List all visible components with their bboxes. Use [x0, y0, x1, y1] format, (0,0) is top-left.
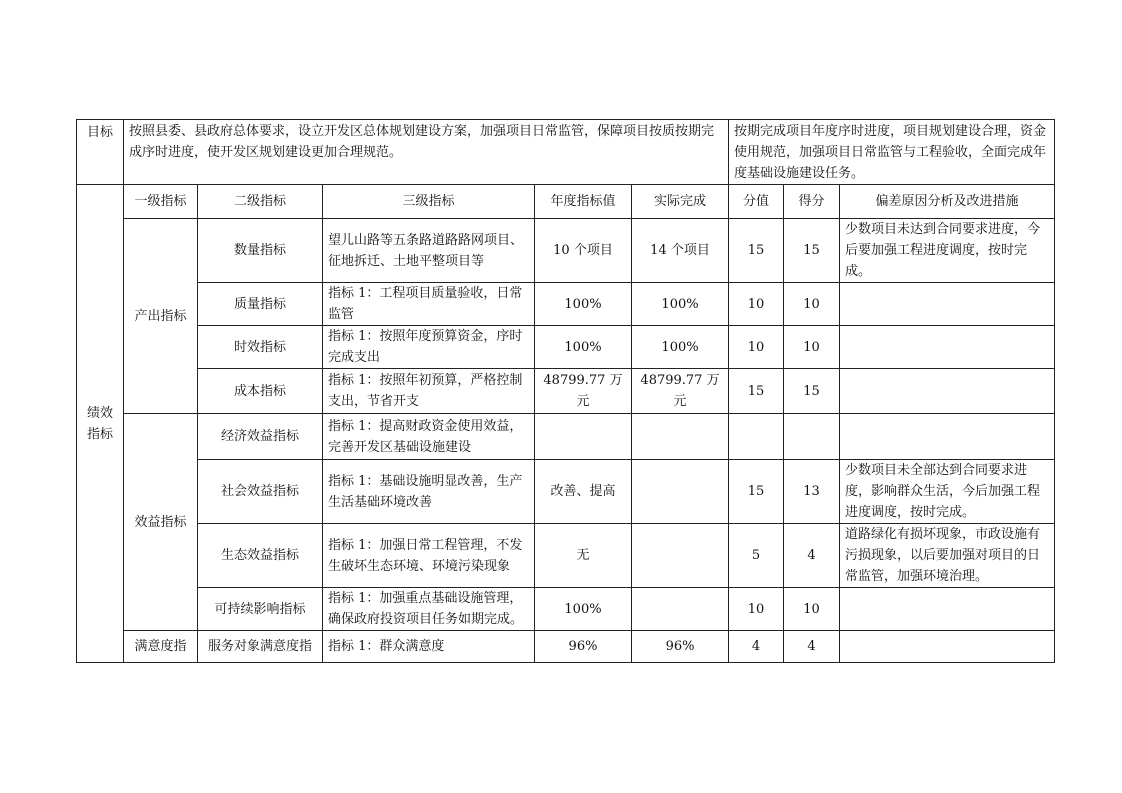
level2-cell: 服务对象满意度指 [198, 631, 323, 663]
got-cell: 15 [784, 219, 840, 283]
goal-right-text: 按期完成项目年度序时进度，项目规划建设合理，资金使用规范，加强项目日常监管与工程验收，全面完成年度基础设施建设任务。 [729, 120, 1055, 185]
performance-table [76, 119, 1055, 663]
note-cell [840, 283, 1055, 326]
table-row [77, 369, 1055, 414]
performance-label-line2: 指标 [86, 426, 113, 442]
header-level3: 三级指标 [323, 185, 535, 219]
actual-cell: 100% [632, 283, 729, 326]
table-row [77, 283, 1055, 326]
header-annual-target: 年度指标值 [535, 185, 632, 219]
target-cell: 10 个项目 [535, 219, 632, 283]
target-cell: 100% [535, 326, 632, 369]
note-cell: 道路绿化有损坏现象，市政设施有 污损现象，以后要加强对项目的日 常监管，加强环境治理。 [840, 524, 1055, 588]
target-cell: 48799.77 万元 [535, 369, 632, 414]
score-cell: 5 [729, 524, 784, 588]
goal-left-text: 按照县委、县政府总体要求，设立开发区总体规划建设方案，加强项目日常监管，保障项目按质按期完成序时进度，使开发区规划建设更加合理规范。 [124, 120, 729, 185]
performance-label-line1: 绩效 [86, 405, 113, 421]
score-cell: 10 [729, 588, 784, 631]
table-row [77, 219, 1055, 283]
target-cell: 100% [535, 283, 632, 326]
score-cell: 15 [729, 219, 784, 283]
actual-cell: 96% [632, 631, 729, 663]
level2-cell: 质量指标 [198, 283, 323, 326]
table-row [77, 326, 1055, 369]
target-cell: 改善、提高 [535, 460, 632, 524]
level2-cell: 可持续影响指标 [198, 588, 323, 631]
level3-cell: 指标 1：按照年初预算，严格控制 支出，节省开支 [323, 369, 535, 414]
target-cell [535, 414, 632, 460]
got-cell: 10 [784, 588, 840, 631]
level3-cell: 指标 1：加强重点基础设施管理， 确保政府投资项目任务如期完成。 [323, 588, 535, 631]
actual-cell [632, 524, 729, 588]
header-got: 得分 [784, 185, 840, 219]
level3-cell: 指标 1：基础设施明显改善，生产 生活基础环境改善 [323, 460, 535, 524]
score-cell: 10 [729, 283, 784, 326]
note-cell [840, 631, 1055, 663]
level3-cell: 指标 1：按照年度预算资金，序时 完成支出 [323, 326, 535, 369]
score-cell: 4 [729, 631, 784, 663]
level3-cell: 指标 1：工程项目质量验收，日常 监管 [323, 283, 535, 326]
note-cell [840, 414, 1055, 460]
got-cell: 13 [784, 460, 840, 524]
score-cell: 10 [729, 326, 784, 369]
note-cell: 少数项目未全部达到合同要求进 度，影响群众生活，今后加强工程 进度调度，按时完成。 [840, 460, 1055, 524]
note-cell: 少数项目未达到合同要求进度，今 后要加强工程进度调度，按时完成。 [840, 219, 1055, 283]
score-cell: 15 [729, 369, 784, 414]
goal-label: 目标 [77, 120, 124, 185]
header-row [77, 185, 1055, 219]
level3-cell: 望儿山路等五条路道路路网项目、 征地拆迁、土地平整项目等 [323, 219, 535, 283]
table-row [77, 414, 1055, 460]
level2-cell: 成本指标 [198, 369, 323, 414]
actual-cell: 100% [632, 326, 729, 369]
got-cell: 10 [784, 326, 840, 369]
got-cell [784, 414, 840, 460]
actual-cell: 14 个项目 [632, 219, 729, 283]
level2-cell: 社会效益指标 [198, 460, 323, 524]
target-cell: 100% [535, 588, 632, 631]
table-row [77, 460, 1055, 524]
actual-cell [632, 460, 729, 524]
table-row [77, 588, 1055, 631]
target-cell: 96% [535, 631, 632, 663]
header-level2: 二级指标 [198, 185, 323, 219]
actual-cell [632, 588, 729, 631]
level2-cell: 数量指标 [198, 219, 323, 283]
level3-cell: 指标 1：群众满意度 [323, 631, 535, 663]
level3-cell: 指标 1：加强日常工程管理，不发 生破坏生态环境、环境污染现象 [323, 524, 535, 588]
level2-cell: 时效指标 [198, 326, 323, 369]
actual-cell [632, 414, 729, 460]
got-cell: 15 [784, 369, 840, 414]
header-deviation: 偏差原因分析及改进措施 [840, 185, 1055, 219]
score-cell [729, 414, 784, 460]
score-cell: 15 [729, 460, 784, 524]
performance-indicator-label [77, 185, 124, 663]
got-cell: 10 [784, 283, 840, 326]
level1-satisfaction: 满意度指 [124, 631, 198, 663]
header-score: 分值 [729, 185, 784, 219]
table-row [77, 524, 1055, 588]
goal-row [77, 120, 1055, 185]
level1-output: 产出指标 [124, 219, 198, 414]
level1-benefit: 效益指标 [124, 414, 198, 631]
note-cell [840, 588, 1055, 631]
level2-cell: 生态效益指标 [198, 524, 323, 588]
header-level1: 一级指标 [124, 185, 198, 219]
target-cell: 无 [535, 524, 632, 588]
header-actual: 实际完成 [632, 185, 729, 219]
got-cell: 4 [784, 524, 840, 588]
level3-cell: 指标 1：提高财政资金使用效益， 完善开发区基础设施建设 [323, 414, 535, 460]
actual-cell: 48799.77 万 元 [632, 369, 729, 414]
table-row [77, 631, 1055, 663]
got-cell: 4 [784, 631, 840, 663]
note-cell [840, 369, 1055, 414]
level2-cell: 经济效益指标 [198, 414, 323, 460]
note-cell [840, 326, 1055, 369]
